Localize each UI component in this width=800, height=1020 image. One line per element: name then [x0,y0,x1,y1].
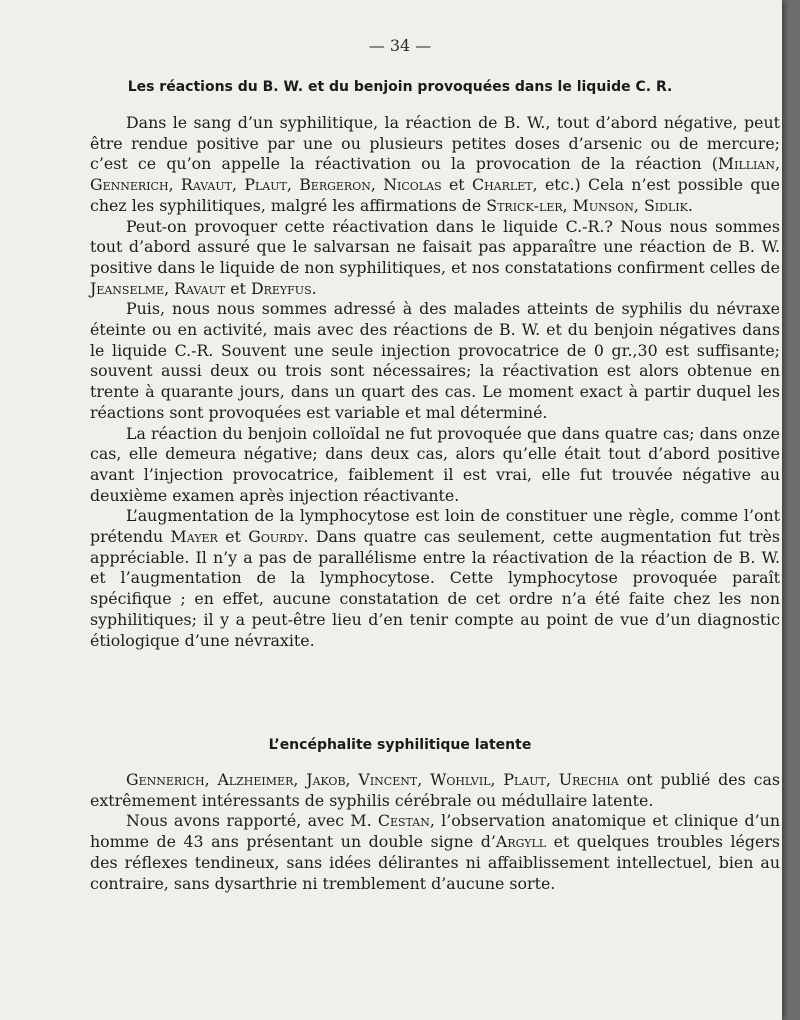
paragraph: Nous avons rapporté, avec M. Cestan, l’observation anatomique et clinique d’un homme de 43 ans présentant un double signe d’Argyll et quelques troubles légers des réflexes tendineux, sans idées délirantes ni affaiblissement intellectuel, bien au contraire, sans dysarthrie ni tremblement d’aucune sorte. [90,811,781,893]
section-heading-encephalite: L’encéphalite syphilitique latente [268,737,532,753]
paragraph: Puis, nous nous sommes adressé à des malades atteints de syphilis du névraxe éteinte ou en activité, mais avec des réactions de B. W. et du benjoin négatives dans le liquide C.-R. Souvent une seule injection provocatrice de 0 gr.,30 est suffisante; souvent aussi deux ou trois sont nécessaires; la réactivation est alors obtenue en trente à quarante jours, dans un quart des cas. Le moment exact à partir duquel les réactions sont provoquées est variable et mal déterminé. [90,299,780,422]
section-body-reactions [90,113,780,651]
paragraph: La réaction du benjoin colloïdal ne fut provoquée que dans quatre cas; dans onze cas, elle demeura négative; dans deux cas, alors qu’elle était tout d’abord positive avant l’injection provocatrice, faiblement il est vrai, elle fut trouvée négative au deuxième examen après injection réactivante. [90,423,780,505]
paragraph: Dans le sang d’un syphilitique, la réaction de B. W., tout d’abord négative, peut être rendue positive par une ou plusieurs petites doses d’arsenic ou de mercure; c’est ce qu’on appelle la réactivation ou la provocation de la réaction (Millian, Gennerich, Ravaut, Plaut, Bergeron, Nicolas et Charlet, etc.) Cela n’est possible que chez les syphilitiques, malgré les affirmations de Strick-ler, Munson, Sidlik. [90,113,780,215]
section-heading-reactions: Les réactions du B. W. et du benjoin provoquées dans le liquide C. R. [127,79,673,95]
paragraph: Gennerich, Alzheimer, Jakob, Vincent, Wohlvil, Plaut, Urechia ont publié des cas extrêmement intéressants de syphilis cérébrale ou médullaire latente. [90,770,780,810]
paragraph: Peut-on provoquer cette réactivation dans le liquide C.-R.? Nous nous sommes tout d’abord assuré que le salvarsan ne faisait pas apparaître une réaction de B. W. positive dans le liquide de non syphilitiques, et nos constatations confirment celles de Jeanselme, Ravaut et Dreyfus. [90,216,780,298]
paragraph: L’augmentation de la lymphocytose est loin de constituer une règle, comme l’ont prétendu Mayer et Gourdy. Dans quatre cas seulement, cette augmentation fut très appréciable. Il n’y a pas de parallélisme entre la réactivation de la réaction de B. W. et l’augmentation de la lymphocytose. Cette lymphocytose provoquée paraît spécifique ; en effet, aucune constatation de cet ordre n’a été faite chez les non syphilitiques; il y a peut-être lieu d’en tenir compte au point de vue d’un diagnostic étiologique d’une névraxite. [90,506,780,650]
page-number: — 34 — [368,36,432,55]
section-body-encephalite [90,770,780,894]
